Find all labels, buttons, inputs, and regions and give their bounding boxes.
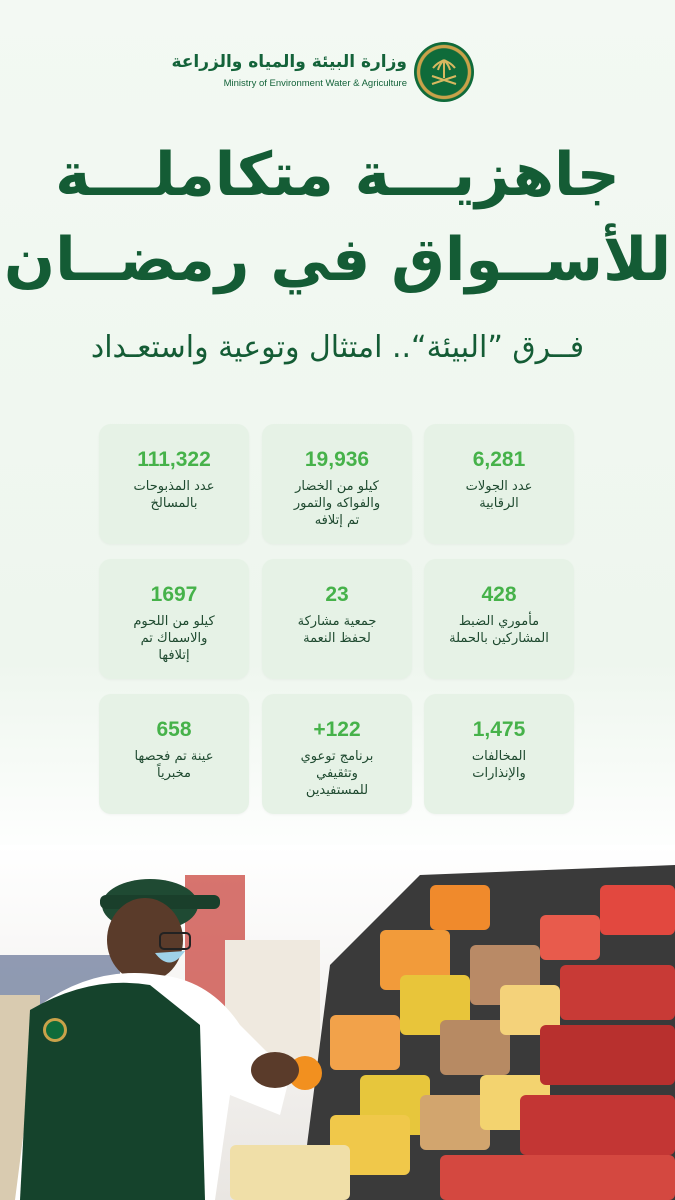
header <box>0 40 675 110</box>
stat-card <box>262 694 412 814</box>
ministry-name-arabic: وزارة البيئة والمياه والزراعة <box>171 52 407 72</box>
stat-card <box>99 694 249 814</box>
stat-value: 428 <box>481 583 517 606</box>
stats-grid <box>99 424 577 816</box>
palm-swords-emblem-icon <box>414 42 474 102</box>
stat-card <box>424 694 574 814</box>
stat-value: 6,281 <box>472 448 526 471</box>
market-inspector-photo <box>0 845 675 1200</box>
title-line-2: للأســواق في رمضــان <box>3 225 672 295</box>
stat-label: عدد المذبوحات بالمسالخ <box>133 479 215 511</box>
stat-value: 1,475 <box>472 718 526 741</box>
stat-card <box>262 559 412 679</box>
stat-value: 1697 <box>150 583 198 606</box>
stat-label: مأموري الضبط المشاركين بالحملة <box>449 614 549 646</box>
stat-card <box>99 559 249 679</box>
stat-label: عدد الجولات الرقابية <box>465 479 533 511</box>
stat-card <box>424 559 574 679</box>
stat-card <box>424 424 574 544</box>
stat-label: عينة تم فحصها مخبرياً <box>134 749 214 781</box>
stat-value: 111,322 <box>137 448 211 471</box>
stat-label: كيلو من الخضار والفواكه والتمور تم إتلافه <box>293 479 381 528</box>
stat-value: 658 <box>156 718 192 741</box>
stat-value: +122 <box>313 718 361 741</box>
stat-card <box>262 424 412 544</box>
ministry-name-english: Ministry of Environment Water & Agriculture <box>223 78 407 89</box>
stat-value: 19,936 <box>304 448 370 471</box>
stat-card <box>99 424 249 544</box>
stat-label: جمعية مشاركة لحفظ النعمة <box>297 614 377 646</box>
stat-label: المخالفات والإنذارات <box>471 749 527 781</box>
stat-label: كيلو من اللحوم والاسماك تم إتلافها <box>133 614 215 663</box>
title-line-1: جاهزيـــة متكاملـــة <box>55 140 620 210</box>
stat-value: 23 <box>325 583 349 606</box>
subtitle: فــرق ”البيئة“.. امتثال وتوعية واستعـداد <box>90 330 585 365</box>
stat-label: برنامج توعوي وتثقيفي للمستفيدين <box>300 749 374 798</box>
